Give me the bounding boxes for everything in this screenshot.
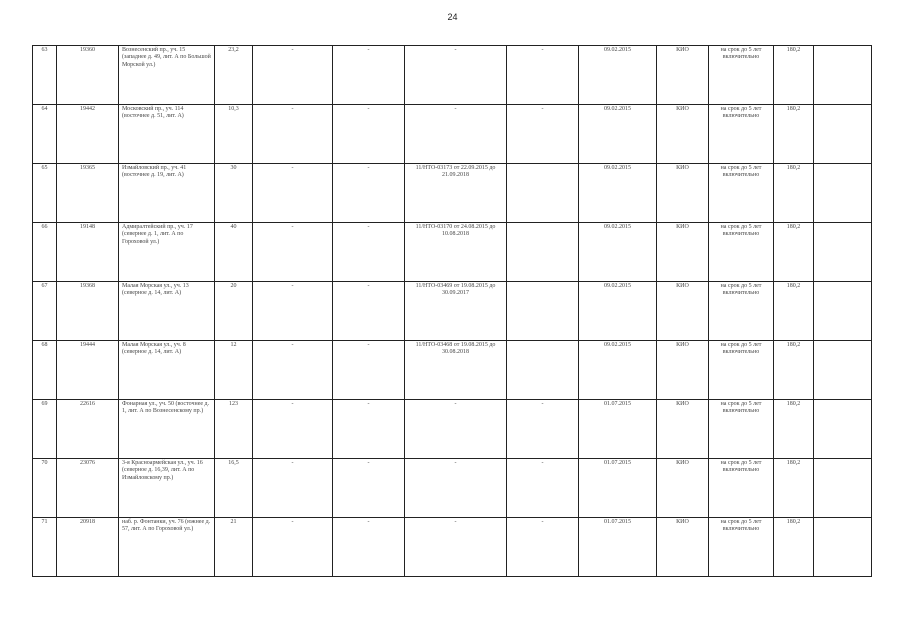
row-id: 19444	[57, 341, 119, 400]
row-address: Малая Морская ул., уч. 13 (северное д. 14, лит. А)	[119, 282, 215, 341]
row-field-2: -	[333, 105, 405, 164]
row-contract: -	[405, 400, 507, 459]
row-field-1: -	[253, 164, 333, 223]
row-term: на срок до 5 лет включительно	[709, 518, 774, 577]
row-term: на срок до 5 лет включительно	[709, 46, 774, 105]
row-code: 180,2	[774, 282, 814, 341]
row-contract: -	[405, 459, 507, 518]
row-extra	[814, 400, 872, 459]
row-extra	[814, 105, 872, 164]
row-field-1: -	[253, 105, 333, 164]
row-contract: 11/НТО-03469 от 19.08.2015 до 30.09.2017	[405, 282, 507, 341]
row-code: 180,2	[774, 46, 814, 105]
row-id: 19365	[57, 164, 119, 223]
row-code: 180,2	[774, 400, 814, 459]
row-field-2: -	[333, 164, 405, 223]
row-field-2: -	[333, 341, 405, 400]
table-row	[33, 105, 872, 164]
row-area: 30	[215, 164, 253, 223]
row-term: на срок до 5 лет включительно	[709, 341, 774, 400]
row-field-2: -	[333, 400, 405, 459]
row-field-3: -	[507, 459, 579, 518]
row-number: 64	[33, 105, 57, 164]
row-address: Малая Морская ул., уч. 8 (северное д. 14, лит. А)	[119, 341, 215, 400]
row-area: 12	[215, 341, 253, 400]
row-field-2: -	[333, 46, 405, 105]
row-field-1: -	[253, 223, 333, 282]
row-field-1: -	[253, 400, 333, 459]
row-area: 10,3	[215, 105, 253, 164]
row-id: 23076	[57, 459, 119, 518]
row-org: КИО	[657, 518, 709, 577]
row-field-3: -	[507, 46, 579, 105]
row-term: на срок до 5 лет включительно	[709, 164, 774, 223]
row-number: 65	[33, 164, 57, 223]
row-extra	[814, 46, 872, 105]
row-id: 19148	[57, 223, 119, 282]
row-contract: -	[405, 518, 507, 577]
row-field-3: -	[507, 400, 579, 459]
row-field-2: -	[333, 223, 405, 282]
row-contract: 11/НТО-03173 от 22.09.2015 до 21.09.2018	[405, 164, 507, 223]
row-number: 67	[33, 282, 57, 341]
row-contract: -	[405, 105, 507, 164]
row-term: на срок до 5 лет включительно	[709, 400, 774, 459]
row-date: 09.02.2015	[579, 341, 657, 400]
row-org: КИО	[657, 105, 709, 164]
row-org: КИО	[657, 164, 709, 223]
table-row	[33, 518, 872, 577]
row-address: Адмиралтейский пр., уч. 17 (севернее д. 1, лит. А по Гороховой ул.)	[119, 223, 215, 282]
row-term: на срок до 5 лет включительно	[709, 459, 774, 518]
row-field-3	[507, 282, 579, 341]
row-number: 68	[33, 341, 57, 400]
row-org: КИО	[657, 400, 709, 459]
row-org: КИО	[657, 459, 709, 518]
row-id: 19442	[57, 105, 119, 164]
table-row	[33, 282, 872, 341]
row-org: КИО	[657, 46, 709, 105]
row-number: 69	[33, 400, 57, 459]
row-address: 3-я Красноармейская ул., уч. 16 (северное д. 16,39, лит. А по Измайловскому пр.)	[119, 459, 215, 518]
row-date: 09.02.2015	[579, 105, 657, 164]
row-contract: 11/НТО-03170 от 24.08.2015 до 10.08.2018	[405, 223, 507, 282]
row-date: 09.02.2015	[579, 282, 657, 341]
row-code: 180,2	[774, 459, 814, 518]
row-field-1: -	[253, 341, 333, 400]
row-id: 19368	[57, 282, 119, 341]
row-extra	[814, 518, 872, 577]
row-code: 180,2	[774, 518, 814, 577]
row-field-3	[507, 341, 579, 400]
row-number: 66	[33, 223, 57, 282]
table-row	[33, 46, 872, 105]
row-number: 70	[33, 459, 57, 518]
table-row	[33, 223, 872, 282]
row-date: 09.02.2015	[579, 164, 657, 223]
row-code: 180,2	[774, 223, 814, 282]
row-extra	[814, 341, 872, 400]
row-org: КИО	[657, 223, 709, 282]
row-field-1: -	[253, 46, 333, 105]
row-field-1: -	[253, 459, 333, 518]
row-area: 23,2	[215, 46, 253, 105]
row-field-1: -	[253, 282, 333, 341]
row-area: 40	[215, 223, 253, 282]
row-field-3: -	[507, 105, 579, 164]
row-field-2: -	[333, 282, 405, 341]
row-address: Московский пр., уч. 114 (восточнее д. 51, лит. А)	[119, 105, 215, 164]
row-id: 22616	[57, 400, 119, 459]
table-row	[33, 459, 872, 518]
row-extra	[814, 459, 872, 518]
row-term: на срок до 5 лет включительно	[709, 105, 774, 164]
table-row	[33, 164, 872, 223]
row-id: 19360	[57, 46, 119, 105]
row-address: Фонарная ул., уч. 50 (восточнее д. 1, лит. А по Вознесенскому пр.)	[119, 400, 215, 459]
table-row	[33, 341, 872, 400]
row-code: 180,2	[774, 105, 814, 164]
row-address: Вознесенский пр., уч. 15 (западнее д. 49, лит. А по Большой Морской ул.)	[119, 46, 215, 105]
table-row	[33, 400, 872, 459]
row-date: 09.02.2015	[579, 223, 657, 282]
row-field-3: -	[507, 518, 579, 577]
row-contract: 11/НТО-03468 от 19.08.2015 до 30.08.2018	[405, 341, 507, 400]
table-body	[33, 46, 872, 577]
row-area: 16,5	[215, 459, 253, 518]
row-area: 20	[215, 282, 253, 341]
row-term: на срок до 5 лет включительно	[709, 223, 774, 282]
row-field-2: -	[333, 518, 405, 577]
row-area: 123	[215, 400, 253, 459]
row-date: 01.07.2015	[579, 400, 657, 459]
row-org: КИО	[657, 341, 709, 400]
row-area: 21	[215, 518, 253, 577]
row-field-3	[507, 164, 579, 223]
row-id: 20918	[57, 518, 119, 577]
row-field-1: -	[253, 518, 333, 577]
registry-table	[32, 45, 872, 577]
row-extra	[814, 282, 872, 341]
row-address: наб. р. Фонтанки, уч. 76 (южнее д. 57, лит. А по Гороховой ул.)	[119, 518, 215, 577]
row-contract: -	[405, 46, 507, 105]
row-date: 01.07.2015	[579, 459, 657, 518]
row-term: на срок до 5 лет включительно	[709, 282, 774, 341]
row-extra	[814, 223, 872, 282]
row-field-2: -	[333, 459, 405, 518]
page-number: 24	[447, 12, 458, 22]
row-address: Измайловский пр., уч. 41 (восточнее д. 19, лит. А)	[119, 164, 215, 223]
row-extra	[814, 164, 872, 223]
row-date: 01.07.2015	[579, 518, 657, 577]
row-number: 71	[33, 518, 57, 577]
row-code: 180,2	[774, 341, 814, 400]
row-number: 63	[33, 46, 57, 105]
row-field-3	[507, 223, 579, 282]
row-code: 180,2	[774, 164, 814, 223]
row-org: КИО	[657, 282, 709, 341]
row-date: 09.02.2015	[579, 46, 657, 105]
